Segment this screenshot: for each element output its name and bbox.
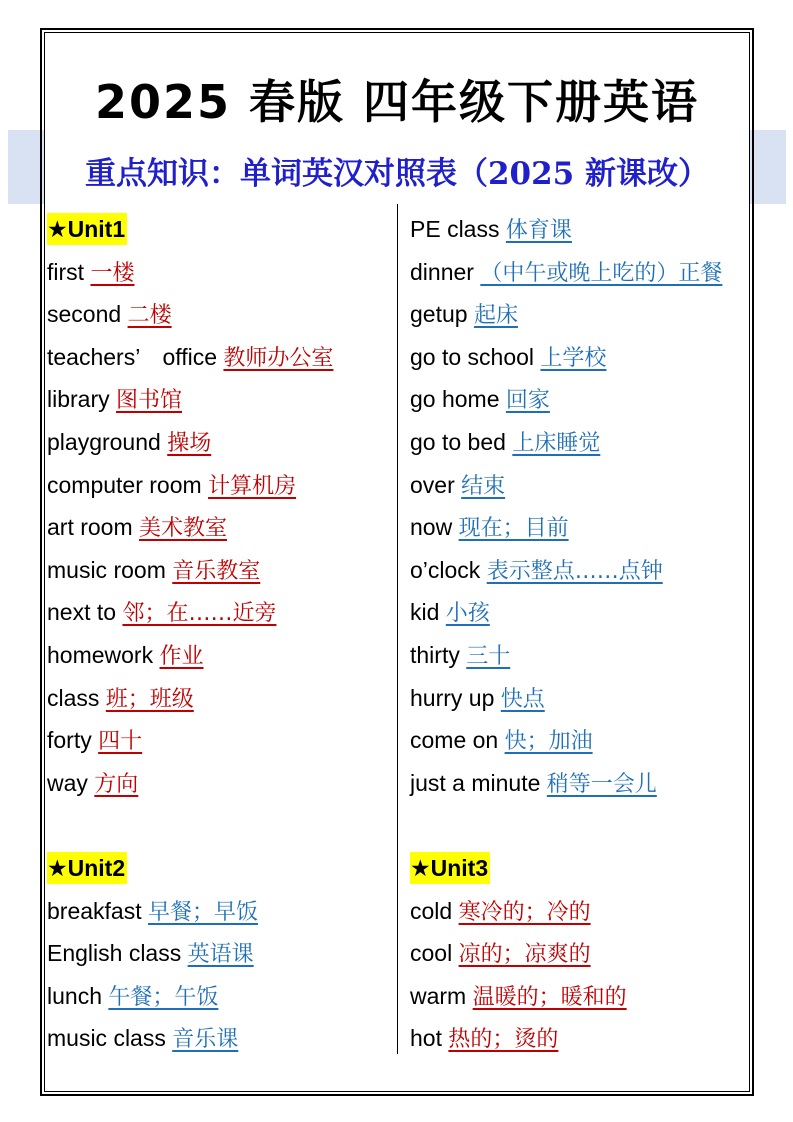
chinese-meaning: 表示整点……点钟	[486, 558, 663, 584]
vocab-row	[410, 208, 750, 251]
vocab-row	[410, 677, 750, 720]
english-word: next to	[47, 599, 117, 626]
chinese-meaning: 起床	[473, 303, 518, 329]
unit2-word-list	[47, 890, 392, 1060]
vocab-row	[410, 421, 750, 464]
vocab-row	[47, 719, 392, 762]
chinese-meaning: 计算机房	[208, 473, 297, 499]
chinese-meaning: 结束	[461, 473, 506, 499]
vocab-row	[47, 1017, 392, 1060]
english-word: hurry up	[410, 684, 495, 711]
vocab-row	[47, 506, 392, 549]
chinese-meaning: 一楼	[90, 260, 135, 286]
unit3-label: ★Unit3	[410, 852, 490, 884]
english-word: first	[47, 258, 85, 285]
english-word: teachers’ office	[47, 343, 218, 370]
english-word: PE class	[410, 216, 500, 242]
english-word: kid	[410, 599, 440, 626]
vocab-row	[410, 378, 750, 421]
english-word: music room	[47, 556, 166, 583]
english-word: cold	[410, 897, 453, 924]
chinese-meaning: 稍等一会儿	[546, 771, 657, 797]
english-word: thirty	[410, 641, 460, 668]
english-word: art room	[47, 514, 133, 541]
page-subtitle: 重点知识：单词英汉对照表（2025 新课改）	[84, 156, 710, 192]
vocab-row	[47, 591, 392, 634]
english-word: now	[410, 514, 453, 541]
page-title: 2025 春版 四年级下册英语	[94, 75, 700, 129]
vocab-row	[410, 293, 750, 336]
english-word: second	[47, 301, 122, 328]
vocab-row	[47, 890, 392, 933]
english-word: over	[410, 471, 455, 498]
unit1-label: ★Unit1	[47, 213, 127, 245]
vocab-row	[47, 336, 392, 379]
chinese-meaning: 体育课	[505, 218, 572, 243]
chinese-meaning: 上床睡觉	[512, 430, 601, 456]
vocab-row	[410, 719, 750, 762]
chinese-meaning: 方向	[94, 771, 139, 797]
vocab-row	[47, 634, 392, 677]
chinese-meaning: 热的；烫的	[448, 1027, 559, 1053]
chinese-meaning: 三十	[466, 643, 511, 669]
english-word: hot	[410, 1025, 442, 1052]
vocab-row	[410, 336, 750, 379]
unit-heading	[47, 847, 392, 890]
english-word: warm	[410, 982, 467, 1009]
vocab-row	[410, 634, 750, 677]
vocab-row	[47, 975, 392, 1018]
english-word: way	[47, 769, 88, 796]
vocab-row	[410, 890, 750, 933]
chinese-meaning: 邻；在……近旁	[122, 601, 277, 627]
unit2-word-list-continued	[410, 208, 750, 804]
english-word: getup	[410, 301, 468, 328]
vocab-row	[410, 1017, 750, 1060]
english-word: go home	[410, 386, 500, 413]
english-word: breakfast	[47, 897, 142, 924]
chinese-meaning: 音乐教室	[172, 558, 261, 584]
unit3-word-list	[410, 890, 750, 1060]
chinese-meaning: 小孩	[445, 601, 490, 627]
english-word: forty	[47, 727, 92, 754]
chinese-meaning: 四十	[98, 729, 143, 755]
vocab-row	[410, 591, 750, 634]
chinese-meaning: 图书馆	[116, 388, 183, 414]
vocab-row	[47, 677, 392, 720]
unit-heading	[47, 208, 392, 251]
vocab-row	[410, 549, 750, 592]
column-divider	[397, 204, 398, 1054]
chinese-meaning: 温暖的；暖和的	[472, 984, 627, 1010]
vocab-row	[47, 378, 392, 421]
chinese-meaning: 上学校	[540, 345, 607, 371]
chinese-meaning: 现在；目前	[458, 516, 569, 542]
vocab-row	[410, 506, 750, 549]
chinese-meaning: 教师办公室	[223, 345, 334, 371]
vocab-row	[410, 975, 750, 1018]
chinese-meaning: 作业	[159, 643, 204, 669]
english-word: o’clock	[410, 556, 481, 583]
english-word: come on	[410, 727, 499, 754]
vocab-row	[47, 762, 392, 805]
chinese-meaning: 回家	[505, 388, 550, 414]
english-word: just a minute	[410, 769, 541, 796]
vocab-row	[47, 421, 392, 464]
vocab-row	[410, 251, 750, 294]
vocab-row	[47, 464, 392, 507]
vocab-row	[47, 293, 392, 336]
unit2-label: ★Unit2	[47, 852, 127, 884]
chinese-meaning: 美术教室	[139, 516, 228, 542]
right-column	[410, 208, 750, 1060]
vocab-row	[410, 464, 750, 507]
chinese-meaning: 快点	[500, 686, 545, 712]
vocab-row	[47, 251, 392, 294]
english-word: library	[47, 386, 110, 413]
chinese-meaning: 班；班级	[105, 686, 194, 712]
english-word: computer room	[47, 471, 202, 498]
chinese-meaning: 快；加油	[504, 729, 593, 755]
english-word: homework	[47, 641, 154, 668]
chinese-meaning: （中午或晚上吃的）正餐	[480, 260, 723, 286]
english-word: go to school	[410, 343, 535, 370]
chinese-meaning: 午餐；午饭	[108, 984, 219, 1010]
english-word: music class	[47, 1025, 166, 1052]
english-word: playground	[47, 428, 161, 455]
vocab-row	[410, 932, 750, 975]
english-word: go to bed	[410, 428, 506, 455]
english-word: lunch	[47, 982, 102, 1009]
chinese-meaning: 操场	[167, 430, 212, 456]
vocab-row	[47, 549, 392, 592]
english-word: class	[47, 684, 100, 711]
chinese-meaning: 凉的；凉爽的	[458, 942, 591, 968]
chinese-meaning: 早餐；早饭	[148, 899, 259, 925]
chinese-meaning: 音乐课	[172, 1027, 239, 1053]
english-word: English class	[47, 940, 182, 967]
chinese-meaning: 二楼	[127, 303, 172, 329]
unit-heading	[410, 847, 750, 890]
unit1-word-list	[47, 251, 392, 805]
chinese-meaning: 英语课	[187, 942, 254, 968]
chinese-meaning: 寒冷的；冷的	[458, 899, 591, 925]
english-word: cool	[410, 940, 453, 967]
vocab-row	[410, 762, 750, 805]
vocab-row	[47, 932, 392, 975]
left-column	[47, 208, 392, 1060]
english-word: dinner	[410, 258, 474, 285]
